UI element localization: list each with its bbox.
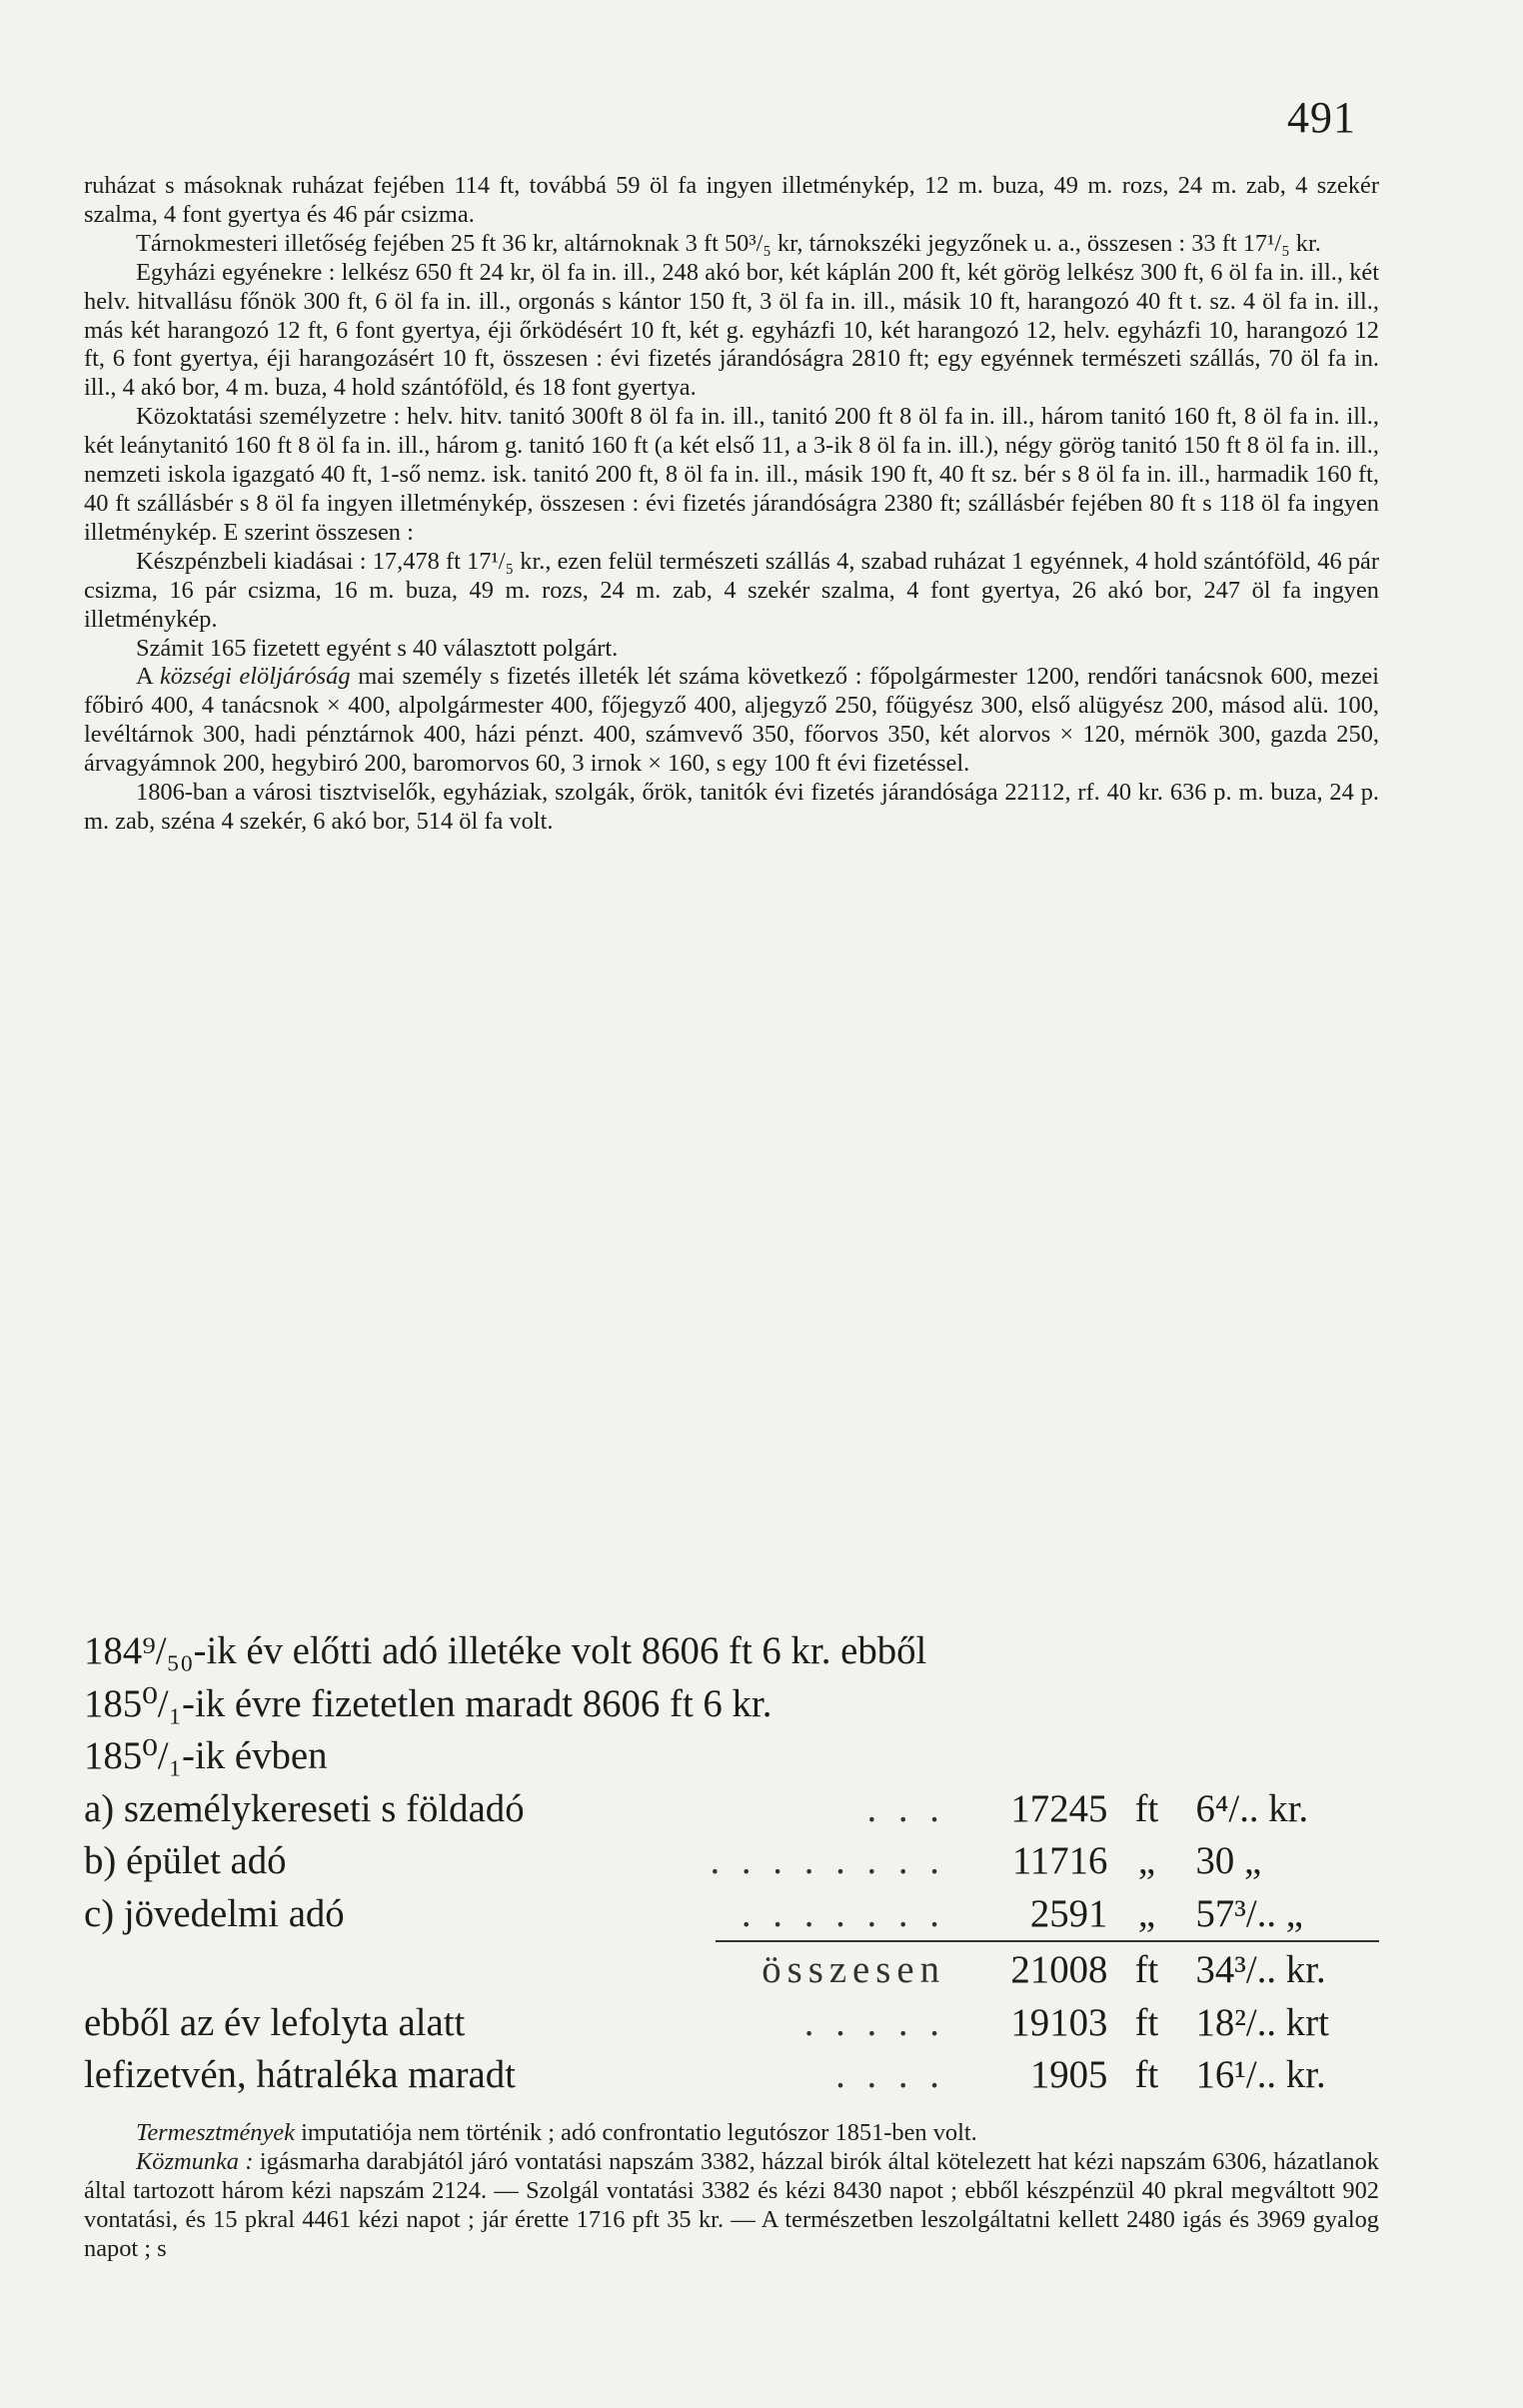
leader-dots: . . . . .: [803, 2000, 945, 2044]
paid-row: [84, 1997, 1379, 2050]
tax-row-a: [84, 1783, 1379, 1836]
paragraph-termesztmenyek: [84, 2119, 1379, 2148]
remaining-row: [84, 2049, 1379, 2102]
termesztmenyek-italic: Termesztmények: [136, 2119, 295, 2146]
amount-ft: 21008: [1010, 1948, 1108, 1991]
paid-label: ebből az év lefolyta alatt: [84, 2000, 466, 2044]
paragraph-kozmunka: [84, 2148, 1379, 2264]
kozmunka-text: igásmarha darabjától járó vontatási napszám 3382, házzal birók által kötelezett hat kézi napszám 6306, házatlanok által tartozott három kézi napszám 2124. — Szolgál vontatási 3382 és kézi 8430 napot ; ebből készpénzül 40 pkral megváltott 902 vontatási, és 15 pkral 4461 kézi napot ; jár érette 1716 pft 35 kr. — A természetben leszolgáltatni kellett 2480 igás és 3969 gyalog napot ; s: [84, 2147, 1379, 2262]
amount-kr: 34³/.. kr.: [1195, 1948, 1326, 1991]
kozsegi-italic: községi elöljáróság: [159, 663, 351, 691]
tax-amount: [961, 1783, 1379, 1836]
tax-amount: [961, 1888, 1379, 1941]
tax-line-2: 185⁰/₁-ik évre fizetetlen maradt 8606 ft 6 kr.: [84, 1681, 772, 1725]
tax-label: a) személykereseti s földadó: [84, 1786, 525, 1830]
closing-text: [84, 2119, 1379, 2264]
leader-dots: . . .: [866, 1786, 945, 1830]
paragraph-ruhazat: ruházat s másoknak ruházat fejében 114 ft, továbbá 59 öl fa ingyen illetménykép, 12 m. buza, 49 m. rozs, 24 m. zab, 4 szekér szalma, 4 font gyertya és 46 pár csizma.: [84, 172, 1379, 228]
amount-unit: ft: [1134, 2053, 1159, 2096]
tax-label: c) jövedelmi adó: [84, 1891, 345, 1935]
tax-section: [84, 1625, 1379, 2102]
amount-unit: ft: [1134, 1786, 1159, 1830]
page-number: 491: [1287, 93, 1356, 142]
termesztmenyek-text: imputatiója nem történik ; adó confrontatio legutószor 1851-ben volt.: [294, 2119, 977, 2146]
leader-dots: . . . . . . .: [741, 1891, 945, 1935]
paragraph-tarnok: Tárnokmesteri illetőség fejében 25 ft 36 kr, altárnoknak 3 ft 50³/₅ kr, tárnokszéki jegyzőnek u. a., összesen : 33 ft 17¹/₅ kr.: [136, 229, 1321, 257]
tax-total-row: [716, 1940, 1379, 1997]
amount-ft: 17245: [1010, 1786, 1108, 1830]
amount-kr: 30 „: [1195, 1839, 1262, 1882]
amount-kr: 18²/.. krt: [1195, 2000, 1329, 2044]
amount-unit: ft: [1134, 1948, 1159, 1991]
amount-unit: ft: [1134, 2000, 1159, 2044]
paid-amount: [961, 1997, 1379, 2050]
amount-unit: „: [1137, 1891, 1156, 1935]
paragraph-egyhazi: Egyházi egyénekre : lelkész 650 ft 24 kr, öl fa in. ill., 248 akó bor, két káplán 200 ft, két görög lelkész 300 ft, 6 öl fa in. ill., két helv. hitvallásu főnök 300 ft, 6 öl fa in. ill., orgonás s kántor 150 ft, 3 öl fa in. ill., másik 10 ft, harangozó 40 ft t. sz. 4 öl fa in. ill., más két harangozó 12 ft, 6 font gyertya, éji őrködésért 10 ft, két g. egyházfi 10, két harangozó 12, helv. egyházfi 10, harangozó 12 ft, 6 font gyertya, éji harangozásért 10 ft, összesen : évi fizetés járandóságra 2810 ft; egy egyénnek természeti szállás, 70 öl fa in. ill., 4 akó bor, 4 m. buza, 4 hold szántóföld, és 18 font gyertya.: [84, 258, 1379, 402]
leader-dots: . . . . . . . .: [710, 1839, 945, 1882]
paragraph-kozsegi: [84, 663, 1379, 779]
amount-ft: 11716: [1011, 1839, 1108, 1882]
tax-line-1: 184⁹/₅₀-ik év előtti adó illetéke volt 8606 ft 6 kr. ebből: [84, 1629, 927, 1672]
tax-row-b: [84, 1835, 1379, 1888]
amount-ft: 1905: [1029, 2053, 1108, 2096]
amount-kr: 57³/.. „: [1195, 1891, 1304, 1935]
body-text: [84, 172, 1379, 837]
amount-kr: 6⁴/.. kr.: [1195, 1786, 1309, 1830]
tax-amount: [961, 1835, 1379, 1888]
tax-label: b) épület adó: [84, 1839, 287, 1882]
kozmunka-italic: Közmunka :: [136, 2147, 254, 2175]
amount-kr: 16¹/.. kr.: [1195, 2053, 1326, 2096]
kozsegi-post: mai személy s fizetés illeték lét száma következő : főpolgármester 1200, rendőri tanácsnok 600, mezei főbiró 400, 4 tanácsnok × 400, alpolgármester 400, főjegyző 400, aljegyző 250, főügyész 300, első alügyész 200, másod alü. 100, levéltárnok 300, hadi pénztárnok 400, házi pénzt. 400, számvevő 350, főorvos 350, két alorvos × 120, mérnök 300, gazda 250, árvagyámnok 200, hegybiró 200, baromorvos 60, 3 irnok × 160, s egy 100 ft évi fizetéssel.: [84, 663, 1380, 778]
paragraph-szamit: Számit 165 fizetett egyént s 40 választott polgárt.: [136, 634, 619, 662]
remaining-label: lefizetvén, hátraléka maradt: [84, 2053, 516, 2096]
amount-unit: „: [1137, 1839, 1156, 1882]
total-label: összesen: [762, 1948, 945, 1991]
total-amount: [961, 1944, 1379, 1997]
remaining-amount: [961, 2049, 1379, 2102]
paragraph-kozoktatasi: Közoktatási személyzetre : helv. hitv. tanitó 300ft 8 öl fa in. ill., tanitó 200 ft 8 öl fa in. ill., három tanitó 160 ft, 8 öl fa in. ill., két leánytanitó 160 ft 8 öl fa in. ill., három g. tanitó 160 ft (a két első 11, a 3-ik 8 öl fa in. ill.), négy görög tanitó 150 ft 8 öl fa in. ill., nemzeti iskola igazgató 40 ft, 1-ső nemz. isk. tanitó 200 ft, 8 öl fa in. ill., másik 190 ft, 40 ft sz. bér s 8 öl fa in. ill., harmadik 160 ft, 40 ft szállásbér s 8 öl fa ingyen illetménykép, összesen : évi fizetés járandóságra 2380 ft; szállásbér fejében 80 ft s 118 öl fa ingyen illetménykép. E szerint összesen :: [84, 403, 1379, 546]
paragraph-1806: 1806-ban a városi tisztviselők, egyháziak, szolgák, őrök, tanitók évi fizetés járandósága 22112, rf. 40 kr. 636 p. m. buza, 24 p. m. zab, széna 4 szekér, 6 akó bor, 514 öl fa volt.: [84, 779, 1379, 835]
amount-ft: 2591: [1029, 1891, 1108, 1935]
kozsegi-pre: A: [136, 663, 160, 691]
paragraph-keszpenz: Készpénzbeli kiadásai : 17,478 ft 17¹/₅ kr., ezen felül természeti szállás 4, szabad ruházat 1 egyénnek, 4 hold szántóföld, 46 pár csizma, 16 pár csizma, 16 m. buza, 49 m. rozs, 24 m. zab, 4 szekér szalma, 4 font gyertya, 26 akó bor, 247 öl fa ingyen illetménykép.: [84, 547, 1379, 633]
amount-ft: 19103: [1010, 2000, 1108, 2044]
leader-dots: . . . .: [835, 2053, 945, 2096]
tax-row-c: [84, 1888, 1379, 1941]
tax-line-3: 185⁰/₁-ik évben: [84, 1734, 328, 1777]
